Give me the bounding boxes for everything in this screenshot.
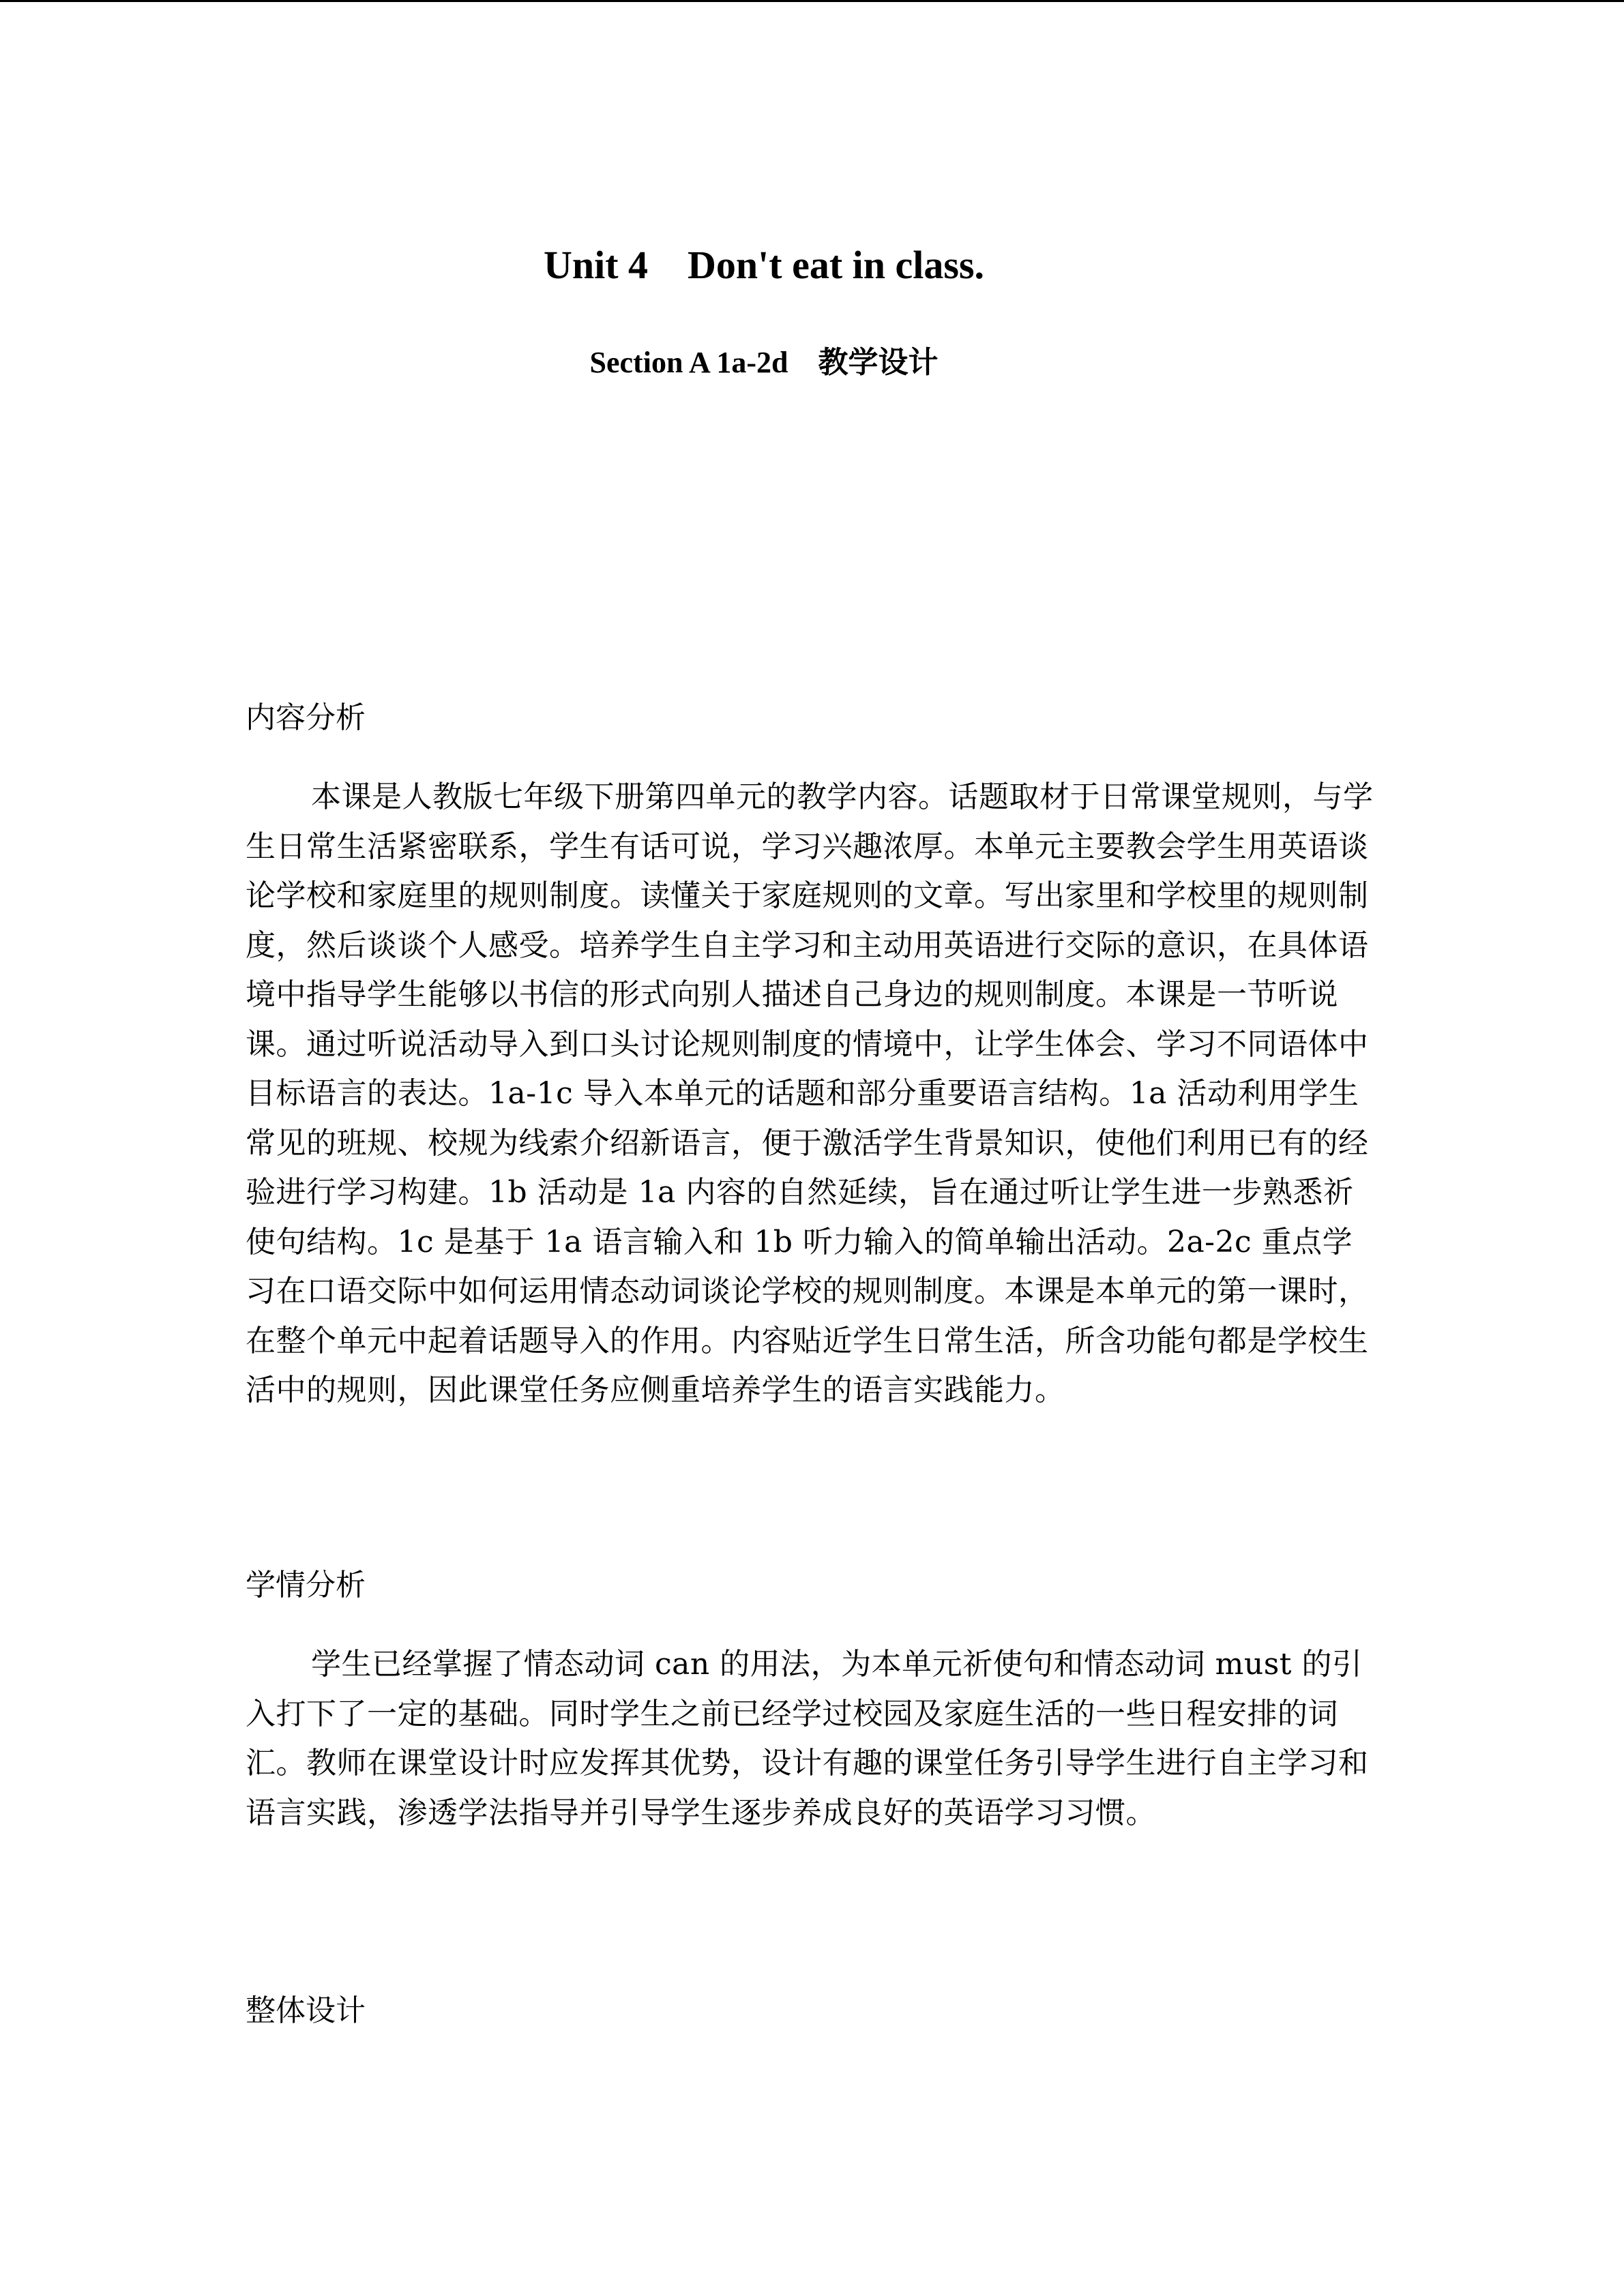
section-body-content-analysis: 本课是人教版七年级下册第四单元的教学内容。话题取材于日常课堂规则，与学生日常生活紧密联系，学生有话可说，学习兴趣浓厚。本单元主要教会学生用英语谈论学校和家庭里的规则制度。读懂关于家庭规则的文章。写出家里和学校里的规则制度，然后谈谈个人感受。培养学生自主学习和主动用英语进行交际的意识，在具体语境中指导学生能够以书信的形式向别人描述自己身边的规则制度。本课是一节听说课。通过听说活动导入到口头讨论规则制度的情境中，让学生体会、学习不同语体中目标语言的表达。1a-1c 导入本单元的话题和部分重要语言结构。1a 活动利用学生常见的班规、校规为线索介绍新语言，便于激活学生背景知识，使他们利用已有的经验进行学习构建。1b 活动是 1a 内容的自然延续，旨在通过听让学生进一步熟悉祈使句结构。1c 是基于 1a 语言输入和 1b 听力输入的简单输出活动。2a-2c 重点学习在口语交际中如何运用情态动词谈论学校的规则制度。本课是本单元的第一课时，在整个单元中起着话题导入的作用。内容贴近学生日常生活，所含功能句都是学校生活中的规则，因此课堂任务应侧重培养学生的语言实践能力。 xyxy=(246,779,1374,1407)
section-body-learner-analysis: 学生已经掌握了情态动词 can 的用法，为本单元祈使句和情态动词 must 的引入打下了一定的基础。同时学生之前已经学过校园及家庭生活的一些日程安排的词汇。教师在课堂设计时应发挥其优势，设计有趣的课堂任务引导学生进行自主学习和语言实践，渗透学法指导并引导学生逐步养成良好的英语学习习惯。 xyxy=(246,1647,1369,1830)
section-heading-content-analysis: 内容分析 xyxy=(246,700,366,735)
section-heading-learner-analysis: 学情分析 xyxy=(246,1568,366,1602)
document-subtitle: Section A 1a-2d 教学设计 xyxy=(589,345,939,379)
page-top-border xyxy=(0,0,1624,2)
document-title: Unit 4 Don't eat in class. xyxy=(543,242,985,287)
section-heading-overall-design: 整体设计 xyxy=(246,1993,366,2028)
